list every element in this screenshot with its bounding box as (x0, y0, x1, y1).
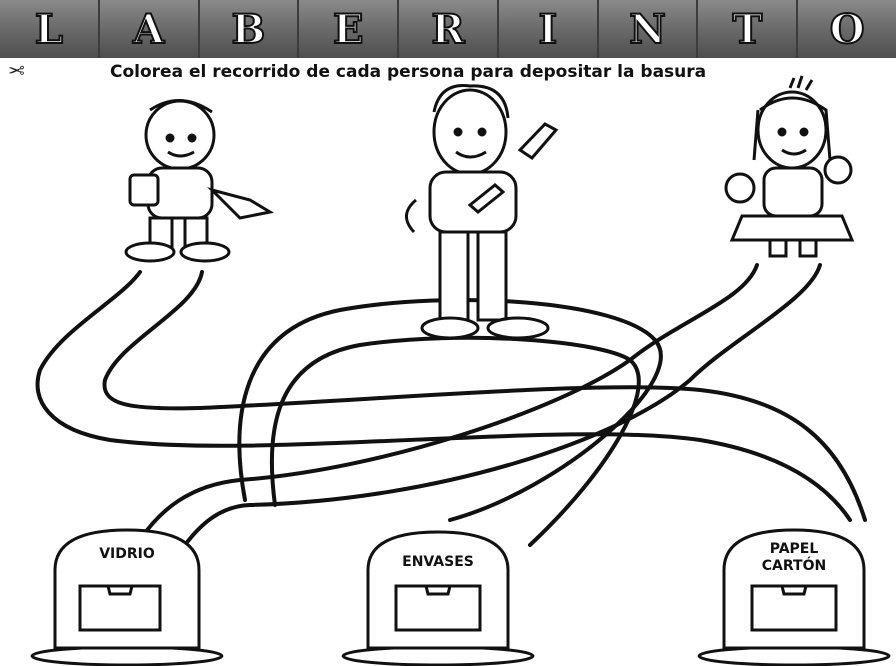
bin-label-paper-line1: PAPEL (769, 541, 819, 557)
bin-label-containers: ENVASES (402, 554, 474, 570)
title-letter: B (231, 5, 266, 53)
title-letter: N (629, 5, 666, 53)
title-letter: E (332, 5, 364, 53)
title-letter: I (538, 5, 558, 53)
girl-with-bottles-figure (126, 100, 270, 261)
containers-bin (343, 532, 533, 665)
title-letter: R (431, 5, 465, 53)
bin-label-glass: VIDRIO (99, 546, 155, 562)
title-letter: L (34, 5, 63, 53)
instructions-text: Colorea el recorrido de cada persona para depositar la basura (110, 62, 707, 82)
girl-with-cans-figure (726, 76, 852, 256)
scissors-icon: ✂ (8, 58, 25, 82)
title-letter: T (732, 5, 763, 53)
title-letter: A (133, 5, 165, 53)
title-letter: O (829, 5, 865, 53)
bin-label-paper-line2: CARTÓN (761, 558, 827, 574)
